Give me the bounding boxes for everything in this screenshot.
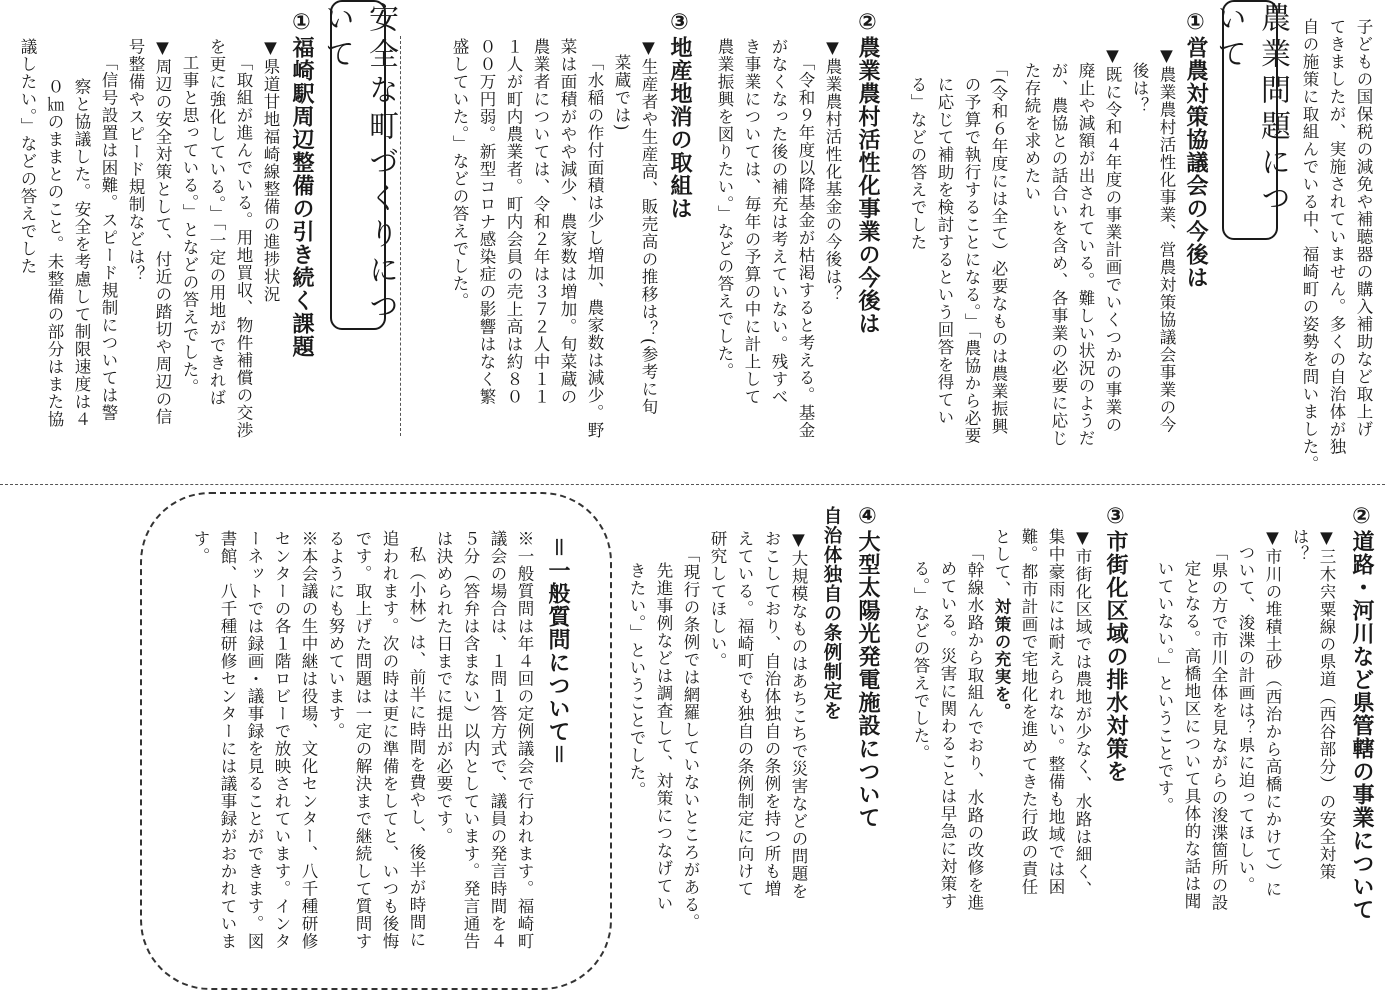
safety-s3-q-bold: 対策の充実を。 xyxy=(992,598,1011,721)
general-line: 書館、八千種研修センターには議事録がおかれていま xyxy=(218,530,237,950)
agri-s2-a-line: 農業振興を図りたい。」などの答えでした。 xyxy=(715,38,734,380)
safety-s4-q-line: ▼大規模なものはあちこちで災害などの問題を xyxy=(789,530,808,900)
agri-s3-a-line: 「水稲の作付面積は少し増加、農家数は減少。野 xyxy=(585,54,604,439)
safety-s2-a-line: 「県の方で市川全体を見ながらの浚渫箇所の設 xyxy=(1209,544,1228,912)
safety-s3-q-line: 難。都市計画で宅地化を進めてきた行政の責任 xyxy=(1019,528,1038,896)
agri-s1-q2-line: ▼既に令和４年度の事業計画でいくつかの事業の xyxy=(1103,46,1122,434)
safety-s1-a-line: を更に強化している。」「一定の用地ができれば xyxy=(207,38,226,407)
safety-s4-subheading: 自治体独自の条例制定を xyxy=(821,506,842,721)
agri-s1-q-line: 後は？ xyxy=(1130,62,1149,115)
agri-s3-a-line: 農業者については、令和２年は３７２人中１１ xyxy=(531,38,550,406)
safety-s4-a-line: 「現行の条例では網羅していないところがある。 xyxy=(681,546,700,931)
agri-s1-a-line: 「(令和６年度には全て）必要なものは農業振興 xyxy=(989,60,1008,435)
agri-s1-q2-line: が、農協との話合いを含め、各事業の必要に応じ xyxy=(1049,62,1068,447)
safety-s2-heading: ②道路・河川など県管轄の事業について xyxy=(1349,504,1374,921)
safety-s2-body xyxy=(1150,528,1340,978)
intro-line: 自の施策に取組んでいる中、福崎町の姿勢を問いました。 xyxy=(1300,18,1319,473)
agri-s2-a-line: 「令和９年度以降基金が枯渇すると考える。基金 xyxy=(796,54,815,439)
safety-s3-a-line: めている。災害に関わることは早急に対策す xyxy=(938,560,957,910)
safety-s4-q-line: えている。福崎町でも独自の条例制定に向けて xyxy=(735,530,754,898)
safety-s4-q-line: 研究してほしい。 xyxy=(708,530,727,670)
general-line: るようにも努めています。 xyxy=(326,530,345,740)
safety-s4-q-line: おこしており、自治体独自の条例を持つ所も増 xyxy=(762,530,781,898)
agri-s1-heading: ①営農対策協議会の今後は xyxy=(1183,10,1208,289)
safety-s1-a2-line: 察と協議した。安全を考慮して制限速度は４ xyxy=(72,78,91,428)
agri-s2-a-line: き事業については、毎年の予算の中に計上して xyxy=(742,38,761,406)
safety-s3-q-last xyxy=(988,528,1015,978)
safety-s2-q-line: ▼三木宍粟線の県道（西谷部分）の安全対策 xyxy=(1317,528,1336,881)
agri-s1-q2-line: 廃止や減額が出されている。難しい状況のようだ xyxy=(1076,62,1095,447)
agri-title: 農業問題について xyxy=(1211,2,1290,218)
general-line: センターの各１階ロビーで放映されています。インタ xyxy=(272,530,291,950)
safety-s4-a-line: きたい。」ということでした。 xyxy=(627,562,646,799)
general-title: ＝一般質問について＝ xyxy=(545,536,570,767)
general-line: ５分（答弁は含まない）以内としています。発言通告 xyxy=(461,530,480,950)
agri-s1-a-line: る」などの答えでした xyxy=(908,76,927,251)
agri-s2-body xyxy=(706,38,846,458)
safety-s1-a-line: 「取組が進んでいる。用地買収、物件補償の交渉 xyxy=(234,54,253,439)
general-line: ※本会議の生中継は役場、文化センター、八千種研修 xyxy=(299,530,318,950)
agri-s1-a-line: に応じて補助を検討するという回答を得てい xyxy=(935,76,954,426)
agri-s1-q2-line: た存続を求めたい xyxy=(1022,62,1041,202)
safety-s1-a2-line: 「信号設置は困難。スピード規制については警 xyxy=(99,54,118,422)
agri-s1-q-line: ▼農業農村活性化事業、営農対策協議会事業の今 xyxy=(1157,46,1176,434)
agri-s2-heading: ②農業農村活性化事業の今後は xyxy=(855,10,880,335)
safety-s2-q2-line: ついて、浚渫の計画は？県に迫ってほしい。 xyxy=(1236,544,1255,894)
safety-s3-a-line: る。」などの答えでした。 xyxy=(911,560,930,762)
safety-s2-a-line: いていない。」ということです。 xyxy=(1155,560,1174,815)
general-line: ※一般質問は年４回の定例議会で行われます。福崎町 xyxy=(515,530,534,950)
safety-s1-heading: ①福崎駅周辺整備の引き続く課題 xyxy=(289,10,314,358)
safety-s3-q-line: ▼市街化区域では農地が少なく、水路は細く、 xyxy=(1073,528,1092,898)
agri-s3-a-line: ００万円弱。新型コロナ感染症の影響はなく繁 xyxy=(477,38,496,406)
agri-s1-body xyxy=(1022,46,1180,466)
safety-s3-q-prefix: として、 xyxy=(992,528,1011,598)
safety-s3-q-line: 集中豪雨には耐えられない。整備も地域では困 xyxy=(1046,528,1065,896)
safety-s1-q-line: ▼県道甘地福崎線整備の進捗状況 xyxy=(261,38,280,303)
safety-s4-a-line: 先進事例などは調査して、対策につなげてい xyxy=(654,562,673,912)
safety-s2-q2-line: ▼市川の堆積土砂（西治から高橋にかけて）に xyxy=(1263,528,1282,898)
agri-s2-a-line: がなくなった後の補充は考えていない。残すべ xyxy=(769,38,788,406)
agri-s3-q-line: ▼生産者や生産高、販売高の推移は？(参考に旬 xyxy=(639,38,658,416)
safety-title: 安全な町づくりについて xyxy=(319,2,398,326)
general-line: す。 xyxy=(191,530,210,565)
general-line: です。取上げた問題は一定の解決まで継続して質問す xyxy=(353,530,372,950)
safety-s2-q-line: は？ xyxy=(1290,528,1309,563)
agri-s2-q-line: ▼農業農村活性化基金の今後は？ xyxy=(823,38,842,303)
agri-s3-heading: ③地産地消の取組は xyxy=(667,10,692,220)
safety-s1-q2-line: ▼周辺の安全対策として、付近の踏切や周辺の信 xyxy=(153,38,172,426)
safety-s4-heading: ④大型太陽光発電施設について xyxy=(855,504,880,829)
agri-s1-answer xyxy=(900,60,1012,470)
safety-s4-body xyxy=(614,530,812,980)
general-line: 追われます。次の時は更に準備をしてと、いつも後悔 xyxy=(380,530,399,950)
safety-s1-body xyxy=(2,38,284,468)
safety-title-box xyxy=(319,0,398,330)
agri-s3-a-line: １人が町内農業者。町内会員の売上高は約８０ xyxy=(504,38,523,406)
safety-s3-heading: ③市街化区域の排水対策を xyxy=(1103,504,1128,783)
intro-line: 子どもの国保税の減免や補聴器の購入補助など取上げ xyxy=(1354,18,1373,438)
general-body xyxy=(160,530,538,970)
safety-s3-a-line: 「幹線水路から取組んでおり、水路の改修を進 xyxy=(965,544,984,912)
agri-s3-body xyxy=(432,38,662,468)
intro-line: てきましたが、実施されていません。多くの自治体が独 xyxy=(1327,18,1346,456)
safety-s1-a2-line: 議したい。」などの答えでした xyxy=(18,38,37,275)
agri-title-box xyxy=(1211,0,1290,240)
agri-s1-a-line: の予算で執行することになる。」「農協から必要 xyxy=(962,76,981,445)
safety-s2-a-line: 定となる。高橋地区について具体的な話は聞 xyxy=(1182,560,1201,910)
general-line: ーネットでは録画・議事録を見ることができます。図 xyxy=(245,530,264,950)
safety-s3-body xyxy=(890,528,1096,978)
safety-s1-a2-line: ０㎞のままとのこと。未整備の部分はまた協 xyxy=(45,78,64,428)
agri-s3-q-line: 菜蔵では) xyxy=(612,54,631,132)
agri-s3-a-line: 盛していた。」などの答えでした。 xyxy=(450,38,469,310)
general-line: は決められた日までに提出が必要です。 xyxy=(434,530,453,845)
agri-s3-a-line: 菜は面積がやや減少、農家数は増加。旬菜蔵の xyxy=(558,38,577,406)
general-line: 議会の場合は、１問１答方式で、議員の発言時間を４ xyxy=(488,530,507,950)
safety-s1-q2-line: 号整備やスピード規制などは？ xyxy=(126,38,145,283)
safety-s1-a-line: 工事と思っている。」となどの答えでした。 xyxy=(180,54,199,396)
section-divider xyxy=(0,484,1385,485)
general-line: 私（小林）は、前半に時間を費やし、後半が時間に xyxy=(407,546,426,949)
intro-text xyxy=(1296,18,1377,478)
